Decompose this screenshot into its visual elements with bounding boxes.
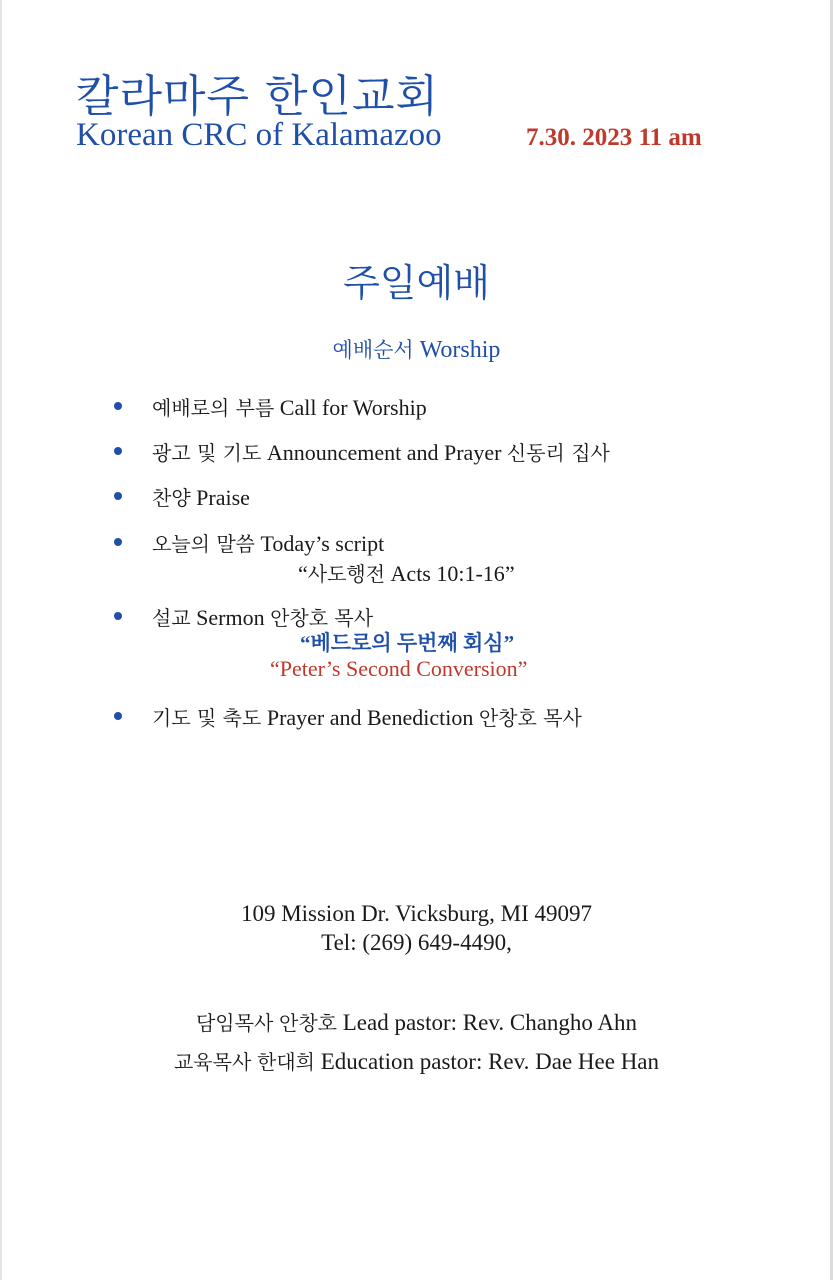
bullet-icon	[114, 447, 122, 455]
sermon-title-korean: “베드로의 두번째 회심”	[300, 631, 515, 655]
bullet-icon	[114, 538, 122, 546]
scripture-close-quote: ”	[504, 561, 515, 586]
bullet-icon	[114, 492, 122, 500]
order-item-korean: 찬양	[152, 486, 191, 510]
pastor-role-korean: 담임목사	[195, 1011, 274, 1035]
church-name-korean: 칼라마주 한인교회	[76, 71, 440, 122]
sermon-title-english: “Peter’s Second Conversion”	[270, 656, 528, 681]
order-item-korean: 광고 및 기도	[152, 441, 262, 465]
order-item-benediction	[152, 702, 582, 731]
order-item-english: Announcement and Prayer	[266, 440, 502, 465]
scripture-book-korean: 사도행전	[307, 562, 386, 586]
pastor-role-korean: 교육목사	[173, 1050, 252, 1074]
order-item-english: Sermon	[196, 605, 265, 630]
pastor-role-english: Education pastor: Rev. Dae Hee Han	[320, 1049, 660, 1074]
order-item-korean: 오늘의 말씀	[152, 532, 255, 556]
church-telephone: Tel: (269) 649-4490,	[321, 930, 512, 955]
order-item-korean: 설교	[152, 606, 191, 630]
bullet-icon	[114, 612, 122, 620]
pastor-role-english: Lead pastor: Rev. Changho Ahn	[342, 1010, 637, 1035]
order-heading	[0, 334, 833, 364]
bullet-icon	[114, 712, 122, 720]
order-item-leader: 신동리 집사	[506, 441, 610, 465]
order-heading-korean: 예배순서	[332, 338, 414, 362]
order-item-announcement	[152, 437, 610, 466]
page-edge-left	[0, 0, 2, 1280]
order-item-english: Call for Worship	[279, 395, 427, 420]
order-item-leader: 안창호 목사	[270, 606, 374, 630]
order-item-praise	[152, 482, 250, 511]
pastor-name-korean: 안창호	[279, 1011, 337, 1035]
order-item-leader: 안창호 목사	[478, 706, 582, 730]
scripture-reference	[298, 558, 515, 587]
bullet-icon	[114, 402, 122, 410]
order-item-english: Prayer and Benediction	[266, 705, 474, 730]
scripture-open-quote: “	[298, 561, 308, 586]
scripture-passage: Acts 10:1-16	[390, 561, 505, 586]
order-item-korean: 예배로의 부름	[152, 396, 275, 420]
order-item-todays-script	[152, 528, 384, 557]
lead-pastor	[0, 1007, 833, 1036]
education-pastor	[0, 1046, 833, 1075]
church-name-english: Korean CRC of Kalamazoo	[76, 117, 442, 153]
church-address: 109 Mission Dr. Vicksburg, MI 49097	[240, 901, 593, 926]
order-item-english: Today’s script	[260, 531, 385, 556]
order-heading-english: Worship	[419, 337, 501, 363]
service-title: 주일예배	[343, 261, 490, 305]
order-item-korean: 기도 및 축도	[152, 706, 262, 730]
pastor-name-korean: 한대희	[257, 1050, 315, 1074]
order-item-english: Praise	[196, 485, 250, 510]
service-date-time: 7.30. 2023 11 am	[526, 124, 702, 151]
order-item-call-for-worship	[152, 392, 427, 421]
